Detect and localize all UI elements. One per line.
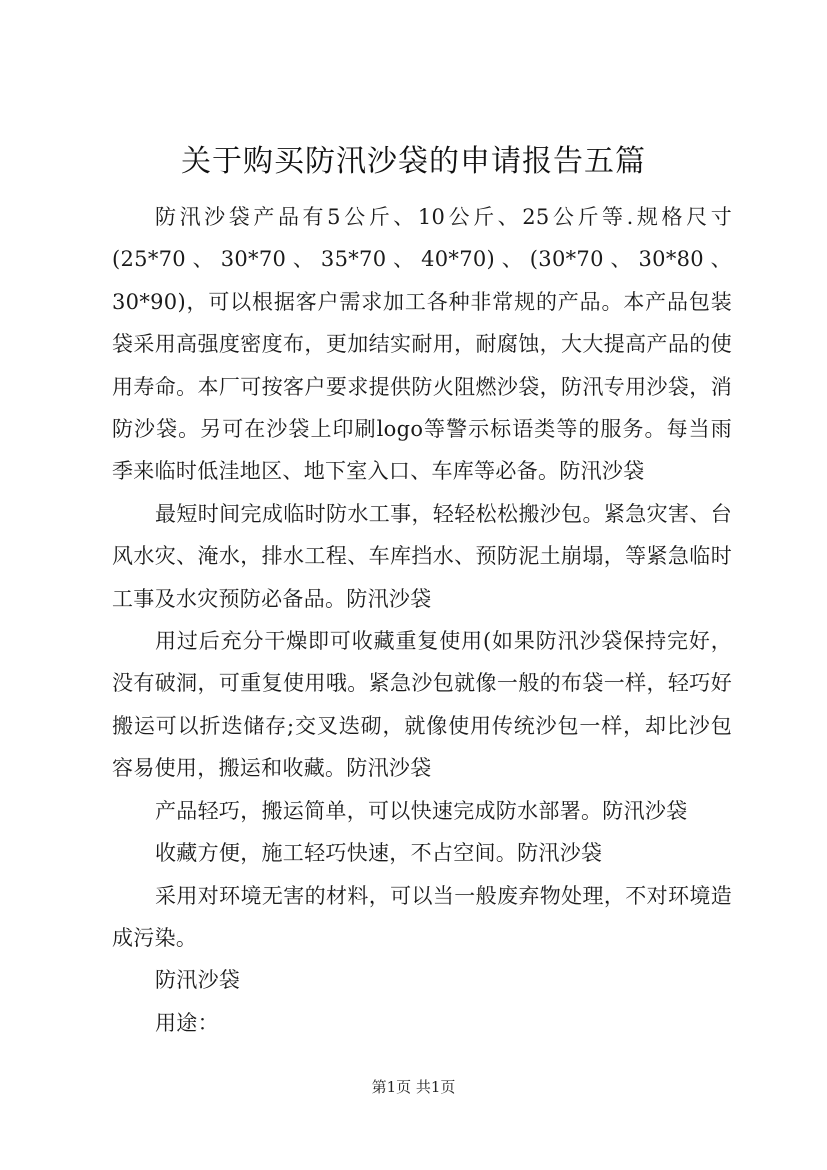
paragraph-heading-usage: 用途：: [155, 1010, 219, 1035]
paragraph-reuse: 用过后充分干燥即可收藏重复使用(如果防汛沙袋保持完好，没有破洞，可重复使用哦。紧急沙包就像一般的布袋一样，轻巧好搬运可以折迭储存;交叉迭砌，就像使用传统沙包一样，却比沙包容易使用，搬运和收藏。防汛沙袋: [112, 629, 732, 781]
paragraph-lightweight: 产品轻巧，搬运简单，可以快速完成防水部署。防汛沙袋: [155, 798, 688, 823]
paragraph-storage: 收藏方便，施工轻巧快速，不占空间。防汛沙袋: [155, 841, 603, 866]
paragraph-heading-sandbag: 防汛沙袋: [155, 968, 241, 993]
document-title: 关于购买防汛沙袋的申请报告五篇: [181, 144, 646, 179]
paragraph-emergency-use: 最短时间完成临时防水工事，轻轻松松搬沙包。紧急灾害、台风水灾、淹水，排水工程、车库挡水、预防泥土崩塌，等紧急临时工事及水灾预防必备品。防汛沙袋: [112, 501, 732, 611]
paragraph-product-intro: 防汛沙袋产品有5公斤、10公斤、25公斤等.规格尺寸(25*70、30*70、35*70、40*70)、(30*70、30*80、30*90)，可以根据客户需求加工各种非常规的产品。本产品包装袋采用高强度密度布，更加结实耐用，耐腐蚀，大大提高产品的使用寿命。本厂可按客户要求提供防火阻燃沙袋，防汛专用沙袋，消防沙袋。另可在沙袋上印刷logo等警示标语类等的服务。每当雨季来临时低洼地区、地下室入口、车库等必备。防汛沙袋: [112, 205, 732, 484]
document-body: [112, 196, 732, 1044]
paragraph-environment: 采用对环境无害的材料，可以当一般废弃物处理，不对环境造成污染。: [112, 883, 732, 950]
page-number-footer: 第1页 共1页: [371, 1078, 456, 1096]
